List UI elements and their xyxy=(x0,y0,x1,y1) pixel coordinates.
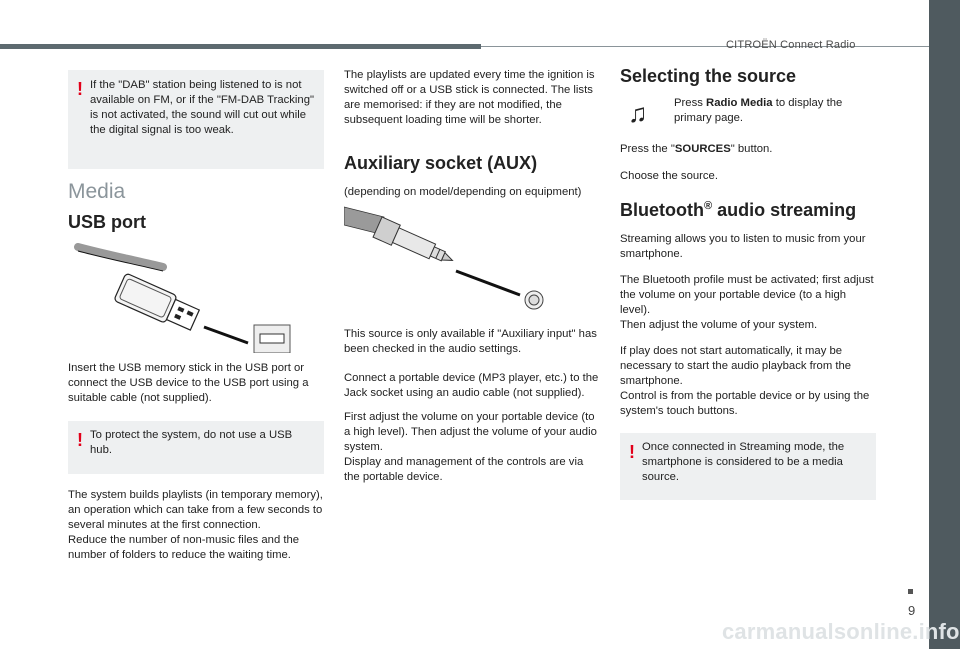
warning-icon: ! xyxy=(629,442,635,462)
bt-playback-text: If play does not start automatically, it may be necessary to start the audio playback from the smartphone. xyxy=(620,345,852,387)
press-sources-text: Press the "SOURCES" button. xyxy=(620,143,773,155)
column-1 xyxy=(68,70,324,563)
bt-control-text: Control is from the portable device or by using the system's touch buttons. xyxy=(620,390,870,417)
playlist-build-text: The system builds playlists (in temporary memory), an operation which can take from a few seconds to several minutes at the first connection. xyxy=(68,489,323,531)
bt-streaming-intro: Streaming allows you to listen to music from your smartphone. xyxy=(620,233,866,260)
info-note-streaming xyxy=(620,433,876,500)
heading-selecting-source: Selecting the source xyxy=(620,66,797,86)
usb-illustration xyxy=(68,243,324,353)
warning-icon: ! xyxy=(77,79,83,99)
music-note-icon: ♫ xyxy=(628,98,648,128)
aux-connect-info: Connect a portable device (MP3 player, etc.) to the Jack socket using an audio cable (not supplied). xyxy=(344,372,599,399)
heading-aux-socket: Auxiliary socket (AUX) xyxy=(344,153,538,173)
column-2 xyxy=(344,68,600,485)
playlists-update-text: The playlists are updated every time the ignition is switched off or a USB stick is connected. The lists are memorised: if they are not modified, the subsequent loading time will be shorter. xyxy=(344,69,595,126)
watermark: carmanualsonline.info xyxy=(722,619,960,644)
note-text: To protect the system, do not use a USB hub. xyxy=(90,429,293,456)
section-title-media: Media xyxy=(68,180,126,203)
sources-label: SOURCES xyxy=(674,143,731,155)
warning-note-usb-hub xyxy=(68,421,324,474)
page-number: 9 xyxy=(908,603,916,618)
warning-note-dab xyxy=(68,70,324,169)
top-rule-thin xyxy=(481,46,929,47)
playlist-reduce-text: Reduce the number of non-music files and the number of folders to reduce the waiting time. xyxy=(68,534,300,561)
choose-source-text: Choose the source. xyxy=(620,170,718,182)
radio-media-step xyxy=(620,96,876,140)
aux-controls-info: Display and management of the controls are via the portable device. xyxy=(344,456,584,483)
aux-availability-note: (depending on model/depending on equipment) xyxy=(344,186,582,198)
radio-media-label: Radio Media xyxy=(706,97,773,109)
bt-volume-text: Then adjust the volume of your system. xyxy=(620,319,818,331)
press-radio-media-text: Press Radio Media to display the primary page. xyxy=(674,97,843,124)
aux-volume-info: First adjust the volume on your portable device (to a high level). Then adjust the volume of your audio system. xyxy=(344,411,597,453)
aux-input-info: This source is only available if "Auxiliary input" has been checked in the audio settings. xyxy=(344,328,597,355)
heading-usb-port: USB port xyxy=(68,212,146,232)
chapter-tab-sidebar xyxy=(929,0,960,649)
heading-bluetooth-streaming: Bluetooth® audio streaming xyxy=(620,200,857,220)
continued-marker xyxy=(908,589,913,594)
note-text: If the "DAB" station being listened to is not available on FM, or if the "FM-DAB Tracking" is not activated, the sound will cut out while the digital signal is too weak. xyxy=(90,79,314,136)
usb-instructions: Insert the USB memory stick in the USB port or connect the USB device to the USB port using a suitable cable (not supplied). xyxy=(68,362,309,404)
warning-icon: ! xyxy=(77,430,83,450)
running-header: CITROËN Connect Radio xyxy=(726,39,856,51)
aux-jack-illustration xyxy=(344,205,600,315)
bt-profile-text: The Bluetooth profile must be activated; first adjust the volume on your portable device (to a high level). xyxy=(620,274,874,316)
note-text: Once connected in Streaming mode, the smartphone is considered to be a media source. xyxy=(642,441,845,483)
top-rule-thick xyxy=(0,44,481,49)
column-3 xyxy=(620,66,876,500)
